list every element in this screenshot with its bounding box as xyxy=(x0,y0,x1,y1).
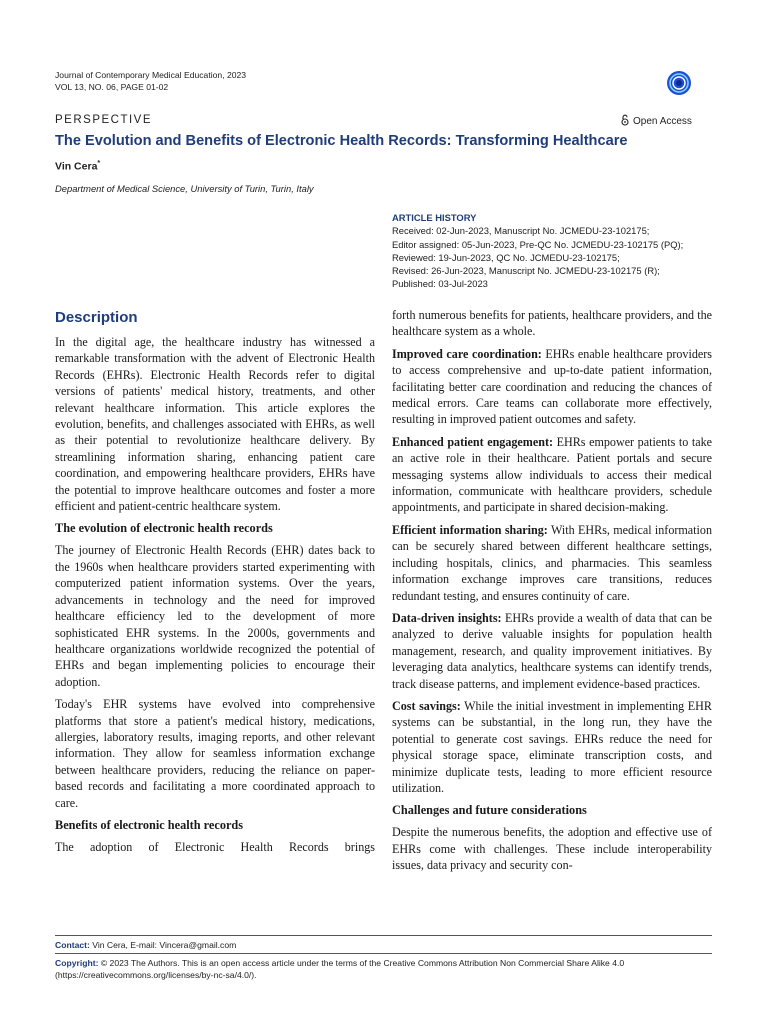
heading-benefits: Benefits of electronic health records xyxy=(55,817,244,832)
author-line xyxy=(55,160,100,173)
benefit-care-coordination xyxy=(392,346,712,428)
benefit-care-coordination-text: EHRs enable healthcare providers to access comprehensive and up-to-date patient information, facilitating better care coordination and reducing the chances of medical errors. Care teams can collaborate more effectively, resulting in improved patient outcomes and safety. xyxy=(392,346,712,427)
article-type-label: PERSPECTIVE xyxy=(55,114,153,126)
heading-evolution: The evolution of electronic health records xyxy=(55,521,273,536)
benefit-care-coordination-heading: Improved care coordination: xyxy=(392,346,542,361)
history-revised: Revised: 26-Jun-2023, Manuscript No. JCMEDU-23-102175 (R); xyxy=(392,265,660,277)
open-lock-icon xyxy=(620,114,630,126)
contact-label: Contact: xyxy=(55,940,90,950)
history-published: Published: 03-Jul-2023 xyxy=(392,278,488,290)
benefit-information-sharing-text: With EHRs, medical information can be securely shared between different healthcare settings, including hospitals, clinics, and pharmacies. This seamless information exchange improves care transitions, reduces redundant testing, and ensures continuity of care. xyxy=(392,522,712,603)
history-received: Received: 02-Jun-2023, Manuscript No. JCMEDU-23-102175; xyxy=(392,225,650,237)
benefit-data-insights-heading: Data-driven insights: xyxy=(392,610,502,625)
benefit-data-insights-text: EHRs provide a wealth of data that can be analyzed to derive valuable insights for population health management, research, and quality improvement initiatives. By leveraging data analytics, healthcare systems can identify trends, track disease patterns, and implement evidence-based practices. xyxy=(392,610,713,691)
benefit-patient-engagement-text: EHRs empower patients to take an active role in their healthcare. Patient portals and secure messaging systems allow individuals to access their medical information, communicate with healthcare providers, schedule appointments, and participate in shared decision-making. xyxy=(392,434,712,515)
history-reviewed: Reviewed: 19-Jun-2023, QC No. JCMEDU-23-102175; xyxy=(392,251,620,263)
copyright-line xyxy=(55,957,695,981)
paragraph-intro: In the digital age, the healthcare industry has witnessed a remarkable transformation with the advent of Electronic Health Records (EHRs). Electronic Health Records refer to digital versions of patients' medical history, treatments, and other relevant healthcare information. This article explores the evolution, benefits, and challenges associated with EHRs, as well as their potential to revolutionize healthcare delivery. By streamlining information sharing, enhancing patient care coordination, and empowering healthcare providers, EHRs have the potential to improve healthcare outcomes and foster a more efficient and patient-centric healthcare system. xyxy=(55,335,375,514)
affiliation: Department of Medical Science, University of Turin, Turin, Italy xyxy=(55,183,314,194)
author-mark: * xyxy=(97,160,101,167)
benefit-information-sharing-heading: Efficient information sharing: xyxy=(392,522,548,537)
benefit-cost-savings xyxy=(392,698,712,796)
article-title: The Evolution and Benefits of Electronic Health Records: Transforming Healthcare xyxy=(55,133,628,149)
heading-challenges: Challenges and future considerations xyxy=(392,803,587,818)
history-editor-assigned: Editor assigned: 05-Jun-2023, Pre-QC No. JCMEDU-23-102175 (PQ); xyxy=(392,238,684,250)
benefit-cost-savings-heading: Cost savings: xyxy=(392,698,461,713)
journal-volume: VOL 13, NO. 06, PAGE 01-02 xyxy=(55,82,169,92)
footer-divider xyxy=(55,935,712,936)
contact-text: Vin Cera, E-mail: Vincera@gmail.com xyxy=(89,940,237,950)
copyright-label: Copyright: xyxy=(55,958,99,968)
benefit-patient-engagement xyxy=(392,434,712,516)
paragraph-evolution-2: Today's EHR systems have evolved into comprehensive platforms that store a patient's medical history, medications, allergies, laboratory results, imaging reports, and other relevant information. They allow for seamless information exchange between healthcare providers, reducing the reliance on paper-based records and facilitating a more coordinated approach to care. xyxy=(55,697,375,810)
open-access-label: Open Access xyxy=(633,116,692,127)
benefit-cost-savings-text: While the initial investment in implementing EHR systems can be substantial, in the long run, they have the potential to generate cost savings. EHRs reduce the need for physical storage space, eliminate transcription costs, and minimize duplicate tests, leading to more efficient resource utilization. xyxy=(392,698,712,795)
paragraph-challenges: Despite the numerous benefits, the adoption and effective use of EHRs come with challenges. These include interoperability issues, data privacy and security con- xyxy=(392,825,712,873)
benefit-information-sharing xyxy=(392,522,712,604)
article-history xyxy=(392,211,722,291)
body-column-right xyxy=(392,307,712,880)
benefit-patient-engagement-heading: Enhanced patient engagement: xyxy=(392,434,554,449)
article-history-label: ARTICLE HISTORY xyxy=(392,212,477,223)
open-access-badge xyxy=(620,114,692,127)
paragraph-evolution-1: The journey of Electronic Health Records (EHR) dates back to the 1960s when healthcare providers started experimenting with computerized patient information systems. Over the years, advancements in technology and the need for improved healthcare efficiency led to the development of more sophisticated EHR systems. In the 2000s, governments and healthcare organizations worldwide recognized the potential of EHRs and began implementing policies to encourage their adoption. xyxy=(55,543,375,689)
journal-header xyxy=(55,69,246,93)
benefit-data-insights xyxy=(392,610,712,692)
contact-line xyxy=(55,939,236,951)
paragraph-benefits-continued: forth numerous benefits for patients, healthcare providers, and the healthcare system as a whole. xyxy=(392,308,712,339)
footer-divider-2 xyxy=(55,953,712,954)
description-heading: Description xyxy=(55,309,138,326)
journal-name: Journal of Contemporary Medical Education, 2023 xyxy=(55,70,247,80)
journal-logo-icon xyxy=(666,70,692,96)
body-column-left xyxy=(55,309,375,861)
copyright-text: © 2023 The Authors. This is an open access article under the terms of the Creative Commons Attribution Non Commercial Share Alike 4.0 (https://creativecommons.org/licenses/by-nc-sa/4.0/). xyxy=(55,958,625,980)
paragraph-benefits-start: The adoption of Electronic Health Records brings xyxy=(55,839,375,854)
author-name: Vin Cera xyxy=(55,160,98,173)
